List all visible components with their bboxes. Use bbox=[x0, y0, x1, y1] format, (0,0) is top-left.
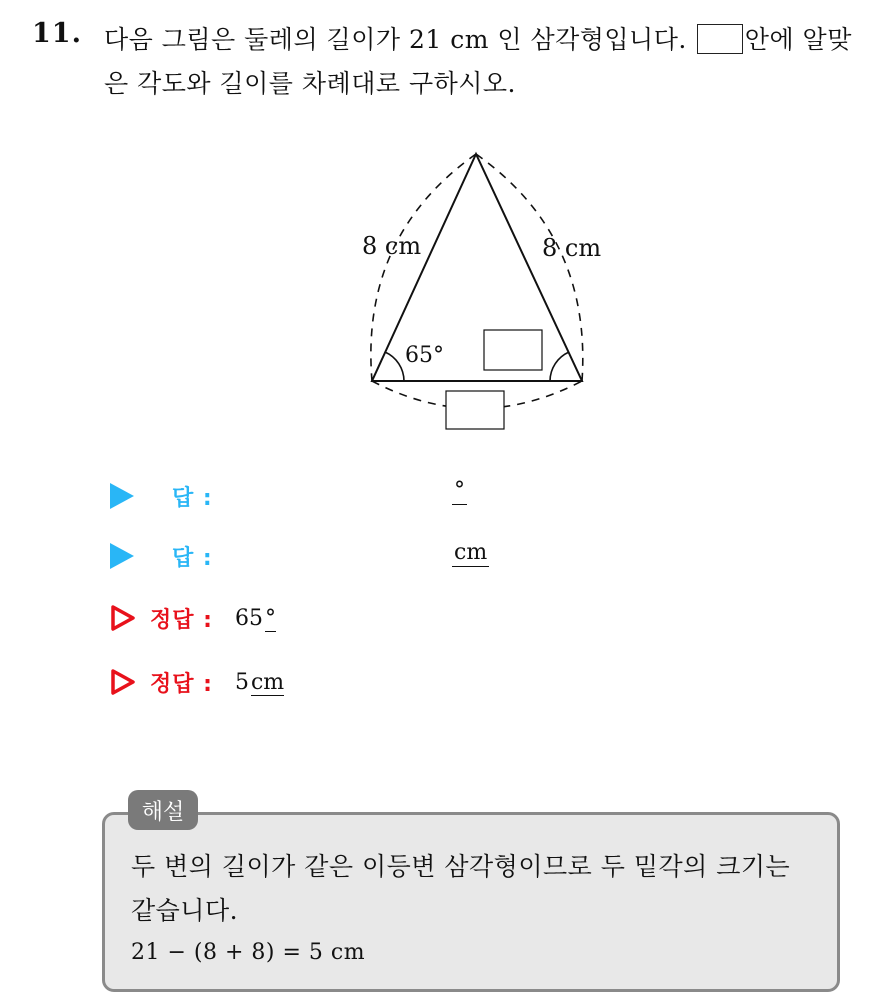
correct-value-unit: ° bbox=[264, 605, 276, 631]
length-blank-box bbox=[446, 391, 504, 429]
answer-row-1 bbox=[110, 478, 213, 514]
question-text bbox=[104, 18, 872, 106]
explanation-tag: 해설 bbox=[128, 790, 198, 830]
answer-marker-icon bbox=[110, 543, 134, 569]
angle-label: 65° bbox=[405, 343, 444, 368]
angle-blank-box bbox=[484, 330, 542, 370]
left-side-label: 8 cm bbox=[362, 232, 422, 260]
explanation-formula: 21 − (8 + 8) = 5 cm bbox=[131, 940, 366, 965]
answer-label: 답 : bbox=[172, 545, 213, 571]
correct-value-unit: cm bbox=[250, 669, 285, 695]
blank-box-icon bbox=[697, 24, 743, 54]
question-number: 11. bbox=[32, 18, 82, 49]
question-text-part2: 안에 알맞은 각도와 길이를 차례대로 구하시오. bbox=[104, 25, 852, 98]
correct-value-number: 65 bbox=[234, 605, 263, 631]
correct-marker-icon bbox=[110, 668, 136, 696]
correct-marker-icon bbox=[110, 604, 136, 632]
left-angle-arc bbox=[385, 352, 404, 381]
correct-label: 정답 : bbox=[150, 607, 213, 633]
right-side-label: 8 cm bbox=[542, 234, 602, 262]
triangle-shape bbox=[372, 154, 582, 381]
correct-row-2 bbox=[110, 664, 284, 700]
explanation-text: 두 변의 길이가 같은 이등변 삼각형이므로 두 밑각의 크기는 같습니다. bbox=[131, 852, 791, 925]
explanation-box bbox=[102, 812, 840, 992]
question-text-part1: 다음 그림은 둘레의 길이가 21 cm 인 삼각형입니다. bbox=[104, 25, 687, 54]
correct-value-1 bbox=[235, 606, 276, 631]
correct-label: 정답 : bbox=[150, 671, 213, 697]
answer-row-2 bbox=[110, 538, 213, 574]
answer-label: 답 : bbox=[172, 485, 213, 511]
correct-row-1 bbox=[110, 600, 276, 636]
explanation-text-block bbox=[131, 845, 821, 971]
answer-input-2[interactable]: cm bbox=[454, 540, 488, 565]
right-angle-arc bbox=[550, 352, 569, 381]
correct-value-number: 5 bbox=[234, 669, 249, 695]
answer-marker-icon bbox=[110, 483, 134, 509]
correct-value-2 bbox=[235, 670, 284, 695]
answer-input-1[interactable]: ° bbox=[454, 478, 465, 503]
triangle-figure bbox=[350, 146, 620, 438]
